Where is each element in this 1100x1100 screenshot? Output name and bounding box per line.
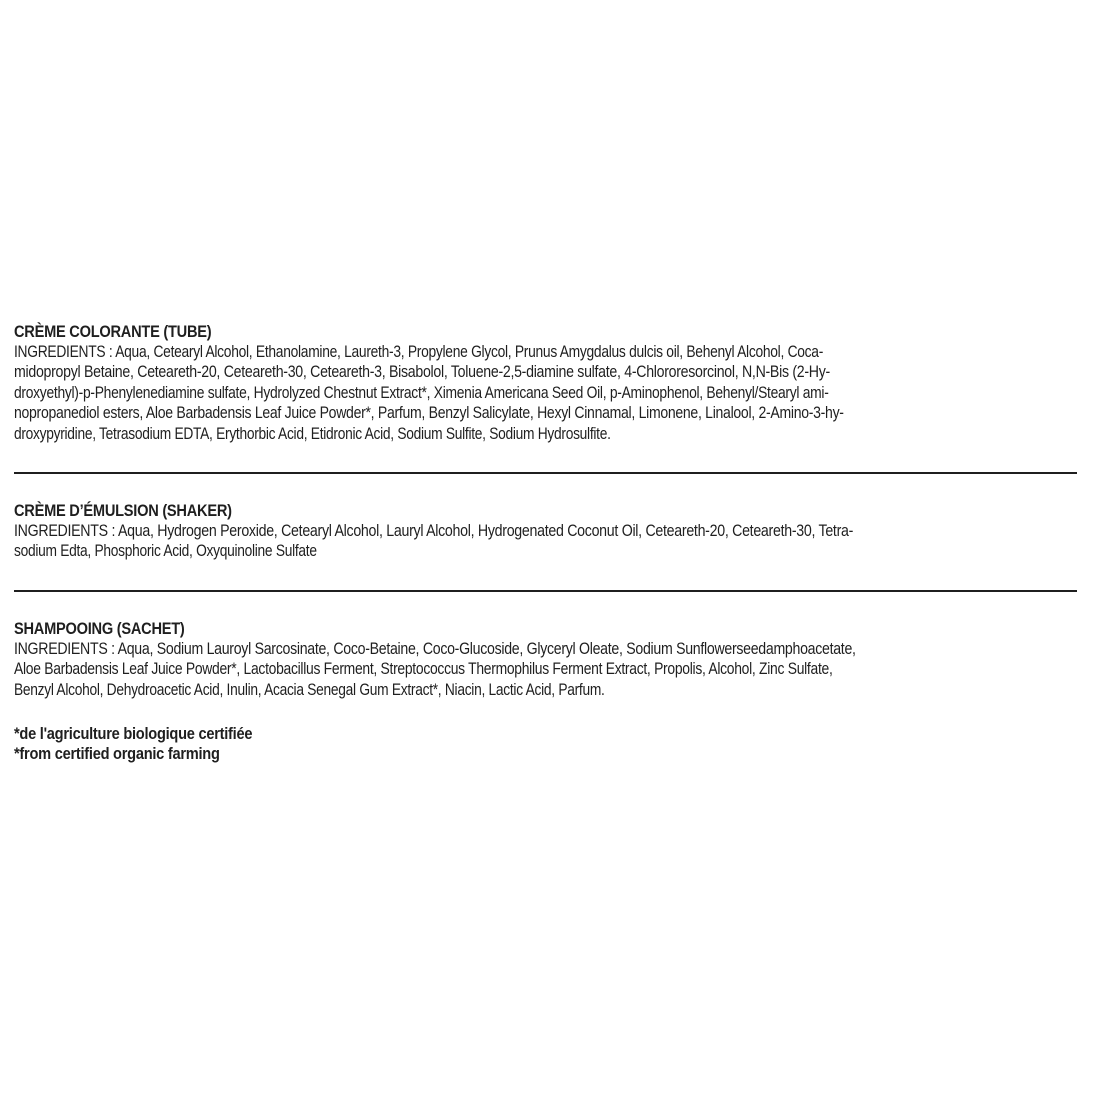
ingredients-line: Aloe Barbadensis Leaf Juice Powder*, Lactobacillus Ferment, Streptococcus Thermophilus Ferment Extract, Propolis, Alcohol, Zinc Sulfate,	[14, 659, 833, 679]
ingredients-line: nopropanediol esters, Aloe Barbadensis Leaf Juice Powder*, Parfum, Benzyl Salicylate, Hexyl Cinnamal, Limonene, Linalool, 2-Amino-3-hy-	[14, 403, 844, 423]
ingredients-line: sodium Edta, Phosphoric Acid, Oxyquinoline Sulfate	[14, 541, 317, 561]
section-divider	[14, 472, 1077, 474]
footnote-fr: *de l'agriculture biologique certifiée	[14, 724, 253, 744]
ingredients-text	[14, 521, 1079, 562]
ingredients-line: droxyethyl)-p-Phenylenediamine sulfate, Hydrolyzed Chestnut Extract*, Ximenia Americana Seed Oil, p-Aminophenol, Behenyl/Stearyl ami-	[14, 382, 829, 402]
ingredients-text	[14, 342, 1079, 444]
section-shampooing	[14, 619, 1079, 700]
ingredients-line: droxypyridine, Tetrasodium EDTA, Erythorbic Acid, Etidronic Acid, Sodium Sulfite, Sodium Hydrosulfite.	[14, 423, 611, 443]
section-title: CRÈME D’ÉMULSION (SHAKER)	[14, 501, 232, 521]
ingredients-sheet	[14, 322, 1079, 764]
ingredients-line: midopropyl Betaine, Ceteareth-20, Ceteareth-30, Ceteareth-3, Bisabolol, Toluene-2,5-diamine sulfate, 4-Chlororesorcinol, N,N-Bis (2-Hy-	[14, 362, 830, 382]
ingredients-line: Benzyl Alcohol, Dehydroacetic Acid, Inulin, Acacia Senegal Gum Extract*, Niacin, Lactic Acid, Parfum.	[14, 679, 605, 699]
footnote-en: *from certified organic farming	[14, 744, 220, 764]
section-creme-emulsion	[14, 501, 1079, 562]
section-title: SHAMPOOING (SACHET)	[14, 618, 185, 638]
footnotes	[14, 724, 1079, 764]
section-divider	[14, 590, 1077, 592]
ingredients-text	[14, 639, 1079, 700]
ingredients-line: INGREDIENTS : Aqua, Hydrogen Peroxide, Cetearyl Alcohol, Lauryl Alcohol, Hydrogenated Coconut Oil, Ceteareth-20, Ceteareth-30, Tetra-	[14, 521, 854, 541]
section-title: CRÈME COLORANTE (TUBE)	[14, 322, 212, 341]
ingredients-line: INGREDIENTS : Aqua, Sodium Lauroyl Sarcosinate, Coco-Betaine, Coco-Glucoside, Glyceryl Oleate, Sodium Sunflowerseedamphoacetate,	[14, 638, 856, 658]
ingredients-line: INGREDIENTS : Aqua, Cetearyl Alcohol, Ethanolamine, Laureth-3, Propylene Glycol, Prunus Amygdalus dulcis oil, Behenyl Alcohol, Coca-	[14, 342, 824, 361]
section-creme-colorante	[14, 322, 1079, 444]
